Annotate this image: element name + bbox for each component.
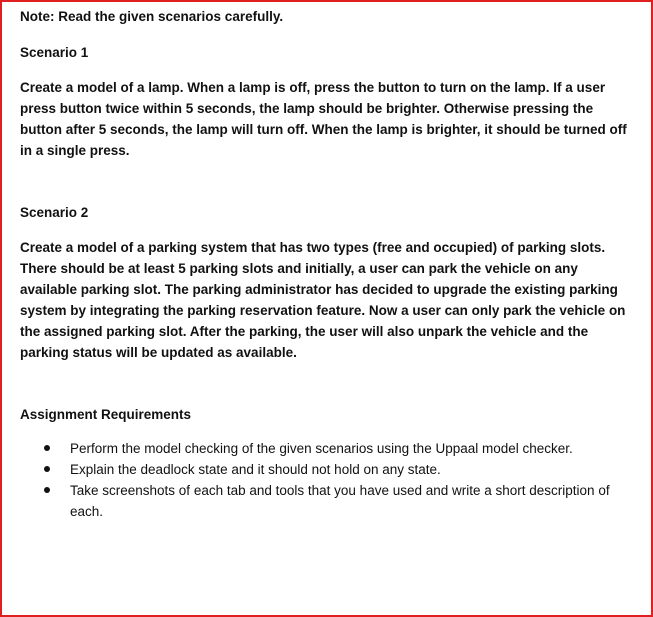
bullet-icon <box>44 466 50 472</box>
requirement-text-2: Explain the deadlock state and it should not hold on any state. <box>70 462 441 477</box>
bullet-icon <box>44 487 50 493</box>
requirement-item-2 <box>20 459 632 480</box>
bullet-icon <box>44 445 50 451</box>
scenario1-text: Create a model of a lamp. When a lamp is off, press the button to turn on the lamp. If a user press button twice within 5 seconds, the lamp should be brighter. Otherwise pressing the button after 5 seconds, the lamp will turn off. When the lamp is brighter, it should be turned off in a single press. <box>20 80 627 158</box>
scenario1-heading: Scenario 1 <box>20 45 89 60</box>
scenario2-text: Create a model of a parking system that has two types (free and occupied) of parking slots. There should be at least 5 parking slots and initially, a user can park the vehicle on any available parking slot. The parking administrator has decided to upgrade the existing parking system by integrating the parking reservation feature. Now a user can only park the vehicle on the assigned parking slot. After the parking, the user will also unpark the vehicle and the parking status will be updated as available. <box>20 240 626 360</box>
requirement-item-1 <box>20 438 632 459</box>
requirements-list <box>20 438 632 522</box>
requirement-item-3 <box>20 480 632 522</box>
requirement-text-1: Perform the model checking of the given scenarios using the Uppaal model checker. <box>70 441 573 456</box>
scenario2-heading: Scenario 2 <box>20 205 89 220</box>
requirement-text-3: Take screenshots of each tab and tools that you have used and write a short description of each. <box>70 483 610 519</box>
requirements-heading: Assignment Requirements <box>20 407 192 422</box>
note-text: Note: Read the given scenarios carefully. <box>20 9 284 24</box>
document-content <box>20 6 632 522</box>
